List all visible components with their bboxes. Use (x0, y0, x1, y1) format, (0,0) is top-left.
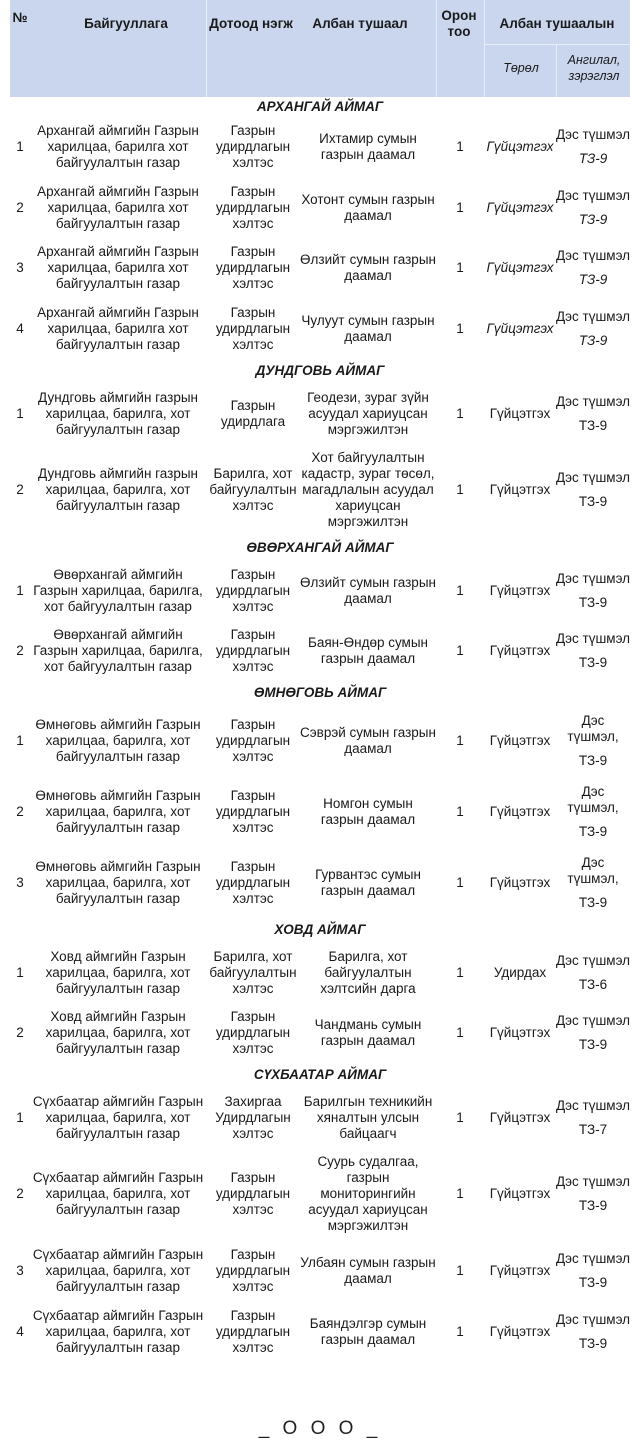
section-title: ӨМНӨГОВЬ АЙМАГ (253, 685, 387, 700)
internal-unit-cell: Газрын удирдлагын хэлтэс (215, 123, 291, 170)
grade-label: ТЗ-7 (578, 1121, 608, 1137)
row-number: 2 (16, 1025, 24, 1040)
position-cell: Ихтамир сумын газрын даамал (319, 131, 417, 162)
class-label: Дэс түшмэл, (567, 854, 619, 886)
position-cell: Өлзийт сумын газрын даамал (300, 574, 436, 606)
class-cell (556, 238, 630, 298)
positions-table (10, 97, 630, 1362)
header-type: Төрөл (503, 61, 539, 75)
row-number: 2 (16, 1186, 24, 1201)
section-header-row (10, 97, 630, 117)
grade-label: ТЗ-9 (578, 1335, 608, 1351)
organization-cell: Өмнөговь аймгийн Газрын харилцаа, барилга, хот байгуулалтын газар (35, 858, 201, 906)
row-number: 1 (16, 582, 24, 598)
header-internal-unit: Дотоод нэгж (209, 16, 293, 31)
position-cell: Барилга, хот байгуулалтын хэлтсийн дарга (320, 948, 416, 996)
type-cell: Гүйцэтгэх (489, 1109, 551, 1125)
table-row (10, 444, 630, 536)
class-label: Дэс түшмэл, (567, 783, 619, 815)
class-cell (556, 383, 630, 444)
internal-unit-cell: Барилга, хот байгуулалтын хэлтэс (209, 466, 297, 513)
table-row (10, 1003, 630, 1063)
position-cell: Барилгын техникийн хяналтын улсын байцаагч (303, 1093, 433, 1141)
type-cell: Гүйцэтгэх (486, 199, 554, 215)
header-position: Албан тушаал (312, 16, 408, 31)
class-cell (556, 560, 630, 621)
table-row (10, 1148, 630, 1240)
type-cell: Удирдах (493, 964, 547, 980)
class-cell (556, 942, 630, 1003)
section-title: ӨВӨРХАНГАЙ АЙМАГ (246, 540, 394, 555)
class-label: Дэс түшмэл (556, 248, 631, 263)
organization-cell: Архангай аймгийн Газрын харилцаа, барилга хот байгуулалтын газар (37, 304, 199, 352)
count-cell: 1 (456, 1186, 464, 1201)
position-cell: Улбаян сумын газрын даамал (300, 1254, 436, 1286)
class-label: Дэс түшмэл (556, 1013, 631, 1028)
count-cell: 1 (456, 1109, 464, 1125)
organization-cell: Сүхбаатар аймгийн Газрын харилцаа, барилга, хот байгуулалтын газар (32, 1170, 204, 1217)
count-cell: 1 (456, 139, 464, 154)
section-title: СҮХБААТАР АЙМАГ (253, 1067, 387, 1082)
header-organization: Байгууллага (84, 16, 168, 31)
page-footer-ornament: _ O O O _ (258, 1418, 382, 1439)
type-cell: Гүйцэтгэх (486, 320, 554, 336)
internal-unit-cell: Барилга, хот байгуулалтын хэлтэс (209, 948, 297, 996)
class-label: Дэс түшмэл (556, 393, 631, 409)
class-cell (556, 1301, 630, 1362)
header-divider (206, 0, 207, 97)
count-cell: 1 (456, 582, 464, 598)
header-position-group: Албан тушаалын (499, 16, 615, 31)
position-cell: Сэврэй сумын газрын даамал (300, 724, 436, 756)
header-no: № (12, 10, 28, 25)
position-cell: Суурь судалгаа, газрын мониторингийн асуудал хариуцсан мэргэжилтэн (308, 1154, 428, 1233)
class-label: Дэс түшмэл (556, 631, 631, 646)
position-cell: Хот байгуулалтын кадастр, зураг төсөл, магадлалын асуудал хариуцсан мэргэжилтэн (301, 450, 435, 529)
grade-label: ТЗ-9 (578, 417, 608, 433)
position-cell: Чандмань сумын газрын даамал (314, 1017, 422, 1048)
type-cell: Гүйцэтгэх (489, 482, 551, 497)
table-row (10, 705, 630, 776)
position-cell: Баян-Өндөр сумын газрын даамал (307, 635, 429, 666)
count-cell: 1 (456, 732, 464, 748)
grade-label: ТЗ-9 (578, 151, 608, 166)
class-cell (556, 847, 630, 918)
row-number: 2 (16, 643, 24, 658)
class-cell (556, 444, 630, 536)
grade-label: ТЗ-9 (578, 494, 608, 509)
position-cell: Чулуут сумын газрын даамал (301, 312, 435, 344)
table-row (10, 383, 630, 444)
count-cell: 1 (456, 405, 464, 421)
type-cell: Гүйцэтгэх (489, 874, 551, 890)
grade-label: ТЗ-9 (578, 272, 608, 287)
grade-label: ТЗ-9 (578, 823, 608, 839)
class-cell (556, 1087, 630, 1148)
grade-label: ТЗ-9 (578, 1037, 608, 1052)
count-cell: 1 (456, 1025, 464, 1040)
organization-cell: Архангай аймгийн Газрын харилцаа, барилга хот байгуулалтын газар (37, 123, 199, 170)
row-number: 3 (16, 260, 24, 275)
position-cell: Өлзийт сумын газрын даамал (300, 252, 436, 283)
header-divider (436, 0, 437, 97)
table-row (10, 298, 630, 359)
row-number: 3 (16, 1262, 24, 1278)
internal-unit-cell: Газрын удирдлагын хэлтэс (215, 716, 291, 764)
row-number: 2 (16, 199, 24, 215)
organization-cell: Ховд аймгийн Газрын харилцаа, барилга, хот байгуулалтын газар (45, 948, 191, 996)
class-cell (556, 1003, 630, 1063)
count-cell: 1 (456, 803, 464, 819)
header-class: Ангилал, зэрэглэл (567, 53, 621, 83)
class-label: Дэс түшмэл, (567, 712, 619, 744)
class-label: Дэс түшмэл (556, 308, 631, 324)
internal-unit-cell: Газрын удирдлагын хэлтэс (215, 1170, 291, 1217)
organization-cell: Өмнөговь аймгийн Газрын харилцаа, барилга, хот байгуулалтын газар (35, 787, 201, 835)
table-header (10, 0, 630, 97)
internal-unit-cell: Газрын удирдлагын хэлтэс (215, 304, 291, 352)
table-row (10, 238, 630, 298)
section-title: ХОВД АЙМАГ (274, 922, 366, 937)
header-divider (556, 44, 557, 97)
organization-cell: Дундговь аймгийн газрын харилцаа, барилга, хот байгуулалтын газар (38, 389, 198, 437)
grade-label: ТЗ-9 (578, 211, 608, 227)
class-cell (556, 298, 630, 359)
grade-label: ТЗ-6 (578, 976, 608, 992)
row-number: 3 (16, 874, 24, 890)
row-number: 1 (16, 964, 24, 980)
table-row (10, 1301, 630, 1362)
count-cell: 1 (456, 320, 464, 336)
table-row (10, 1087, 630, 1148)
section-header-row (10, 681, 630, 705)
grade-label: ТЗ-9 (578, 1198, 608, 1213)
count-cell: 1 (456, 1323, 464, 1339)
internal-unit-cell: Газрын удирдлагын хэлтэс (215, 1246, 291, 1294)
type-cell: Гүйцэтгэх (486, 260, 554, 275)
organization-cell: Өвөрхангай аймгийн Газрын харилцаа, барилга, хот байгуулалтын газар (33, 566, 203, 614)
section-title: ДУНДГОВЬ АЙМАГ (255, 363, 385, 378)
table-row (10, 560, 630, 621)
type-cell: Гүйцэтгэх (486, 139, 554, 154)
row-number: 1 (16, 732, 24, 748)
row-number: 4 (16, 1323, 24, 1339)
class-label: Дэс түшмэл (556, 952, 631, 968)
internal-unit-cell: Газрын удирдлага (220, 397, 286, 429)
organization-cell: Архангай аймгийн Газрын харилцаа, барилга хот байгуулалтын газар (37, 244, 199, 291)
internal-unit-cell: Газрын удирдлагын хэлтэс (215, 566, 291, 614)
position-cell: Гурвантэс сумын газрын даамал (315, 866, 421, 898)
class-cell (556, 1240, 630, 1301)
class-label: Дэс түшмэл (556, 127, 631, 142)
position-cell: Хотонт сумын газрын даамал (301, 191, 435, 223)
count-cell: 1 (456, 1262, 464, 1278)
position-cell: Геодези, зураг зүйн асуудал хариуцсан мэргэжилтэн (307, 389, 429, 437)
table-row (10, 847, 630, 918)
internal-unit-cell: Газрын удирдлагын хэлтэс (215, 1307, 291, 1355)
type-cell: Гүйцэтгэх (489, 1025, 551, 1040)
section-header-row (10, 359, 630, 383)
class-label: Дэс түшмэл (556, 570, 631, 586)
class-label: Дэс түшмэл (556, 1174, 631, 1189)
row-number: 1 (16, 405, 24, 421)
organization-cell: Сүхбаатар аймгийн Газрын харилцаа, барилга, хот байгуулалтын газар (32, 1246, 204, 1294)
organization-cell: Сүхбаатар аймгийн Газрын харилцаа, барилга, хот байгуулалтын газар (32, 1307, 204, 1355)
count-cell: 1 (456, 643, 464, 658)
type-cell: Гүйцэтгэх (489, 1262, 551, 1278)
count-cell: 1 (456, 874, 464, 890)
type-cell: Гүйцэтгэх (489, 643, 551, 658)
type-cell: Гүйцэтгэх (489, 1186, 551, 1201)
class-cell (556, 705, 630, 776)
table-row (10, 1240, 630, 1301)
table-row (10, 942, 630, 1003)
class-label: Дэс түшмэл (556, 1311, 631, 1327)
section-header-row (10, 1063, 630, 1087)
row-number: 4 (16, 320, 24, 336)
count-cell: 1 (456, 482, 464, 497)
type-cell: Гүйцэтгэх (489, 1323, 551, 1339)
table-row (10, 177, 630, 238)
organization-cell: Сүхбаатар аймгийн Газрын харилцаа, барилга, хот байгуулалтын газар (32, 1093, 204, 1141)
class-cell (556, 621, 630, 681)
grade-label: ТЗ-9 (578, 594, 608, 610)
section-header-row (10, 918, 630, 942)
count-cell: 1 (456, 964, 464, 980)
grade-label: ТЗ-9 (578, 655, 608, 670)
organization-cell: Ховд аймгийн Газрын харилцаа, барилга, хот байгуулалтын газар (45, 1009, 191, 1056)
class-cell (556, 117, 630, 177)
table-row (10, 117, 630, 177)
internal-unit-cell: Газрын удирдлагын хэлтэс (215, 183, 291, 231)
grade-label: ТЗ-9 (578, 1274, 608, 1290)
internal-unit-cell: Захиргаа Удирдлагын хэлтэс (215, 1093, 291, 1141)
header-divider (484, 44, 630, 45)
section-title: АРХАНГАЙ АЙМАГ (256, 99, 384, 114)
position-cell: Номгон сумын газрын даамал (320, 795, 416, 827)
count-cell: 1 (456, 199, 464, 215)
class-label: Дэс түшмэл (556, 1097, 631, 1113)
internal-unit-cell: Газрын удирдлагын хэлтэс (215, 627, 291, 674)
class-label: Дэс түшмэл (556, 470, 631, 485)
grade-label: ТЗ-9 (578, 752, 608, 768)
organization-cell: Өмнөговь аймгийн Газрын харилцаа, барилга, хот байгуулалтын газар (35, 716, 201, 764)
class-label: Дэс түшмэл (556, 187, 631, 203)
internal-unit-cell: Газрын удирдлагын хэлтэс (215, 1009, 291, 1056)
class-cell (556, 1148, 630, 1240)
organization-cell: Өвөрхангай аймгийн Газрын харилцаа, барилга, хот байгуулалтын газар (33, 627, 203, 674)
type-cell: Гүйцэтгэх (489, 582, 551, 598)
table-row (10, 621, 630, 681)
row-number: 1 (16, 1109, 24, 1125)
organization-cell: Дундговь аймгийн газрын харилцаа, барилга, хот байгуулалтын газар (38, 466, 198, 513)
count-cell: 1 (456, 260, 464, 275)
internal-unit-cell: Газрын удирдлагын хэлтэс (215, 858, 291, 906)
position-cell: Баяндэлгэр сумын газрын даамал (309, 1315, 427, 1347)
internal-unit-cell: Газрын удирдлагын хэлтэс (215, 787, 291, 835)
table-row (10, 776, 630, 847)
organization-cell: Архангай аймгийн Газрын харилцаа, барилга хот байгуулалтын газар (37, 183, 199, 231)
type-cell: Гүйцэтгэх (489, 803, 551, 819)
internal-unit-cell: Газрын удирдлагын хэлтэс (215, 244, 291, 291)
grade-label: ТЗ-9 (578, 894, 608, 910)
class-label: Дэс түшмэл (556, 1250, 631, 1266)
header-divider (484, 0, 485, 97)
type-cell: Гүйцэтгэх (489, 732, 551, 748)
row-number: 1 (16, 139, 24, 154)
class-cell (556, 177, 630, 238)
row-number: 2 (16, 482, 24, 497)
row-number: 2 (16, 803, 24, 819)
grade-label: ТЗ-9 (578, 332, 608, 348)
header-count: Орон тоо (441, 8, 477, 39)
section-header-row (10, 536, 630, 560)
type-cell: Гүйцэтгэх (489, 405, 551, 421)
class-cell (556, 776, 630, 847)
